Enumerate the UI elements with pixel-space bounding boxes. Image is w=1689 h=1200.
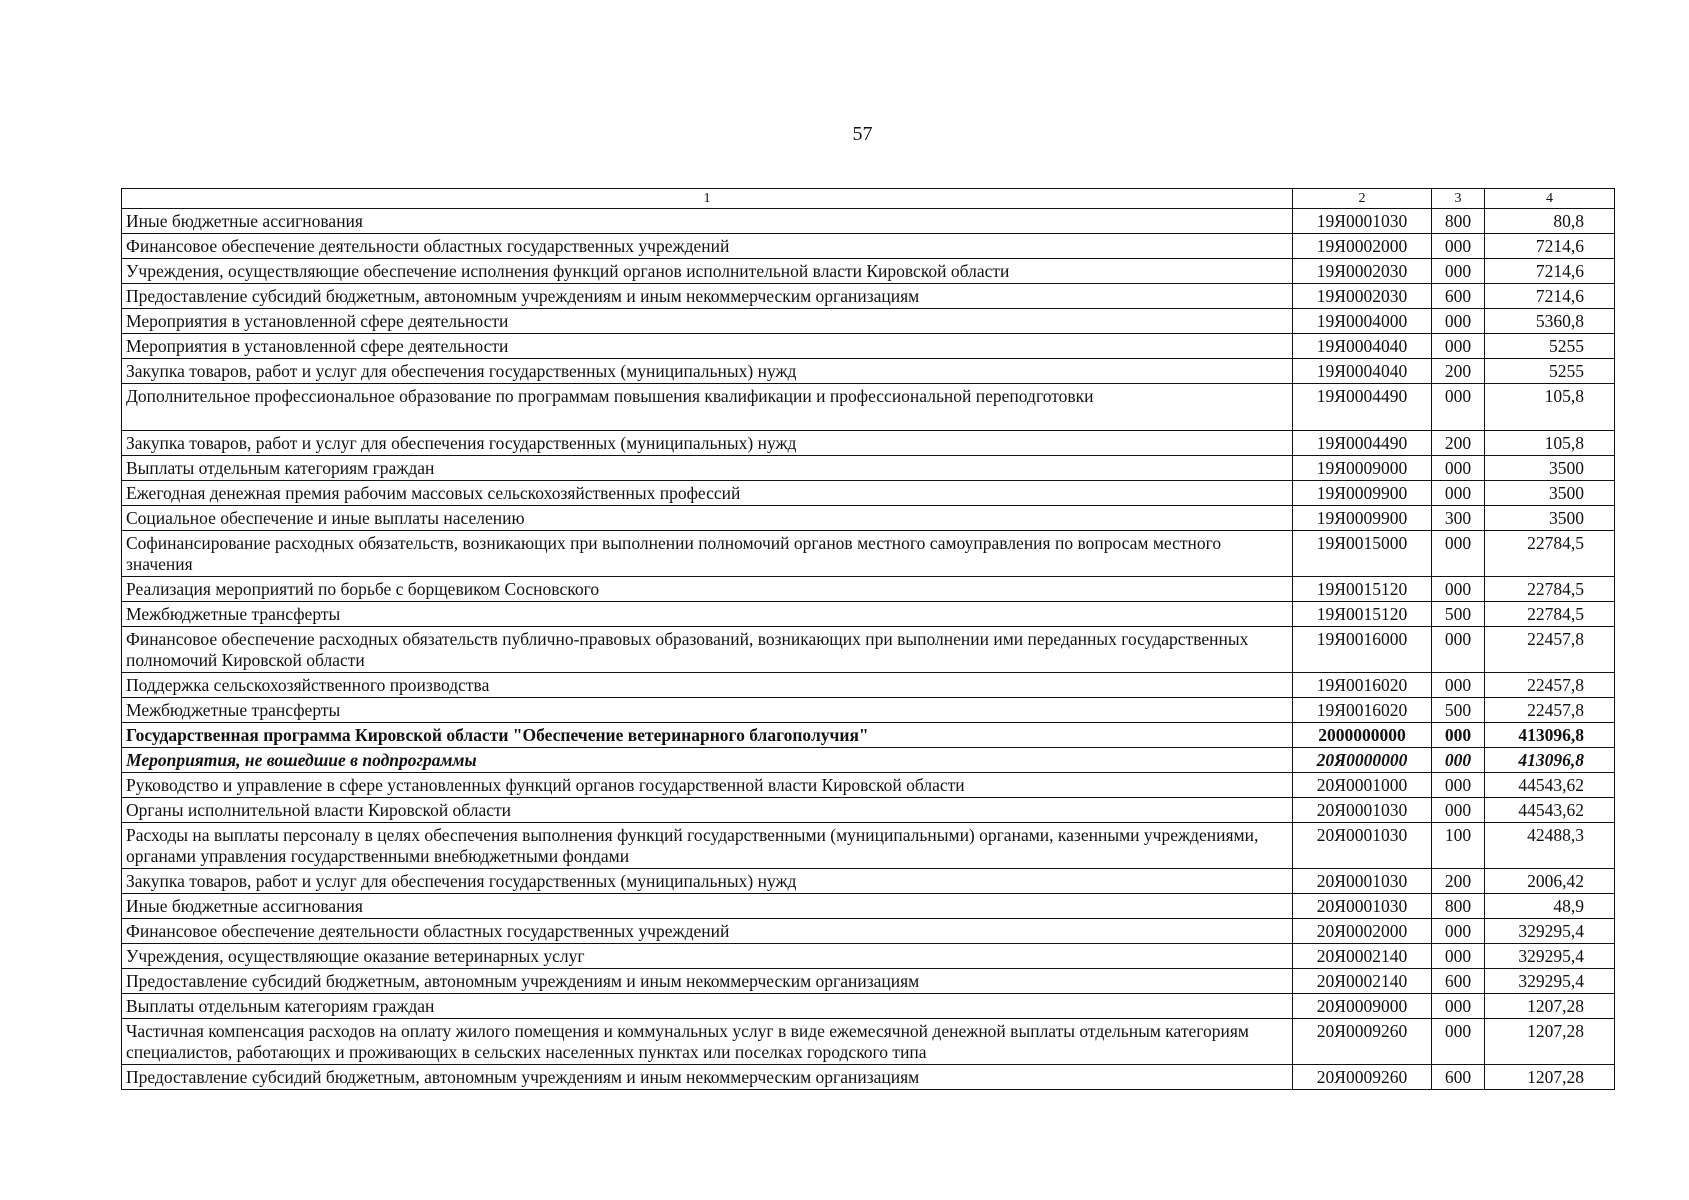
- row-amount-cell: 329295,4: [1485, 944, 1615, 969]
- row-name-cell: Закупка товаров, работ и услуг для обеспечения государственных (муниципальных) нужд: [122, 869, 1293, 894]
- row-type-cell: 300: [1432, 506, 1485, 531]
- row-name-cell: Финансовое обеспечение деятельности областных государственных учреждений: [122, 234, 1293, 259]
- row-type-cell: 000: [1432, 309, 1485, 334]
- header-cell-name: 1: [122, 189, 1293, 209]
- table-row: [122, 577, 1615, 602]
- row-code-cell: 20Я0000000: [1293, 748, 1432, 773]
- row-name-cell: Учреждения, осуществляющие оказание ветеринарных услуг: [122, 944, 1293, 969]
- row-amount-cell: 1207,28: [1485, 1019, 1615, 1065]
- row-code-cell: 19Я0016000: [1293, 627, 1432, 673]
- row-code-cell: 19Я0016020: [1293, 673, 1432, 698]
- row-amount-cell: 22457,8: [1485, 698, 1615, 723]
- row-amount-cell: 22784,5: [1485, 531, 1615, 577]
- row-name-cell: Финансовое обеспечение расходных обязательств публично-правовых образований, возникающих при выполнении ими переданных государственных полномочий Кировской области: [122, 627, 1293, 673]
- row-type-cell: 000: [1432, 234, 1485, 259]
- row-type-cell: 000: [1432, 994, 1485, 1019]
- page-number: 57: [852, 123, 873, 145]
- row-amount-cell: 7214,6: [1485, 259, 1615, 284]
- row-name-cell: Мероприятия в установленной сфере деятельности: [122, 309, 1293, 334]
- row-name-cell: Закупка товаров, работ и услуг для обеспечения государственных (муниципальных) нужд: [122, 359, 1293, 384]
- row-name-cell: Мероприятия, не вошедшие в подпрограммы: [122, 748, 1293, 773]
- row-type-cell: 200: [1432, 431, 1485, 456]
- row-amount-cell: 2006,42: [1485, 869, 1615, 894]
- row-amount-cell: 22457,8: [1485, 627, 1615, 673]
- table-row: [122, 994, 1615, 1019]
- row-type-cell: 000: [1432, 919, 1485, 944]
- row-code-cell: 19Я0009900: [1293, 481, 1432, 506]
- row-code-cell: 19Я0004490: [1293, 384, 1432, 431]
- table-row: [122, 1019, 1615, 1065]
- row-code-cell: 19Я0004000: [1293, 309, 1432, 334]
- row-code-cell: 19Я0015120: [1293, 602, 1432, 627]
- row-type-cell: 000: [1432, 456, 1485, 481]
- row-amount-cell: 7214,6: [1485, 234, 1615, 259]
- row-code-cell: 19Я0015120: [1293, 577, 1432, 602]
- row-name-cell: Дополнительное профессиональное образование по программам повышения квалификации и профессиональной переподготовки: [122, 384, 1293, 431]
- row-name-cell: Реализация мероприятий по борьбе с борщевиком Сосновского: [122, 577, 1293, 602]
- table-row: [122, 698, 1615, 723]
- row-name-cell: Финансовое обеспечение деятельности областных государственных учреждений: [122, 919, 1293, 944]
- row-name-cell: Межбюджетные трансферты: [122, 602, 1293, 627]
- header-cell-code: 2: [1293, 189, 1432, 209]
- header-cell-amount: 4: [1485, 189, 1615, 209]
- table-row: [122, 384, 1615, 431]
- row-type-cell: 600: [1432, 969, 1485, 994]
- table-header-row: [122, 189, 1615, 209]
- row-type-cell: 000: [1432, 773, 1485, 798]
- row-code-cell: 19Я0002000: [1293, 234, 1432, 259]
- table-row: [122, 944, 1615, 969]
- row-amount-cell: 7214,6: [1485, 284, 1615, 309]
- row-code-cell: 20Я0009260: [1293, 1019, 1432, 1065]
- row-code-cell: 19Я0004490: [1293, 431, 1432, 456]
- table-row: [122, 259, 1615, 284]
- row-name-cell: Выплаты отдельным категориям граждан: [122, 456, 1293, 481]
- row-code-cell: 20Я0009260: [1293, 1065, 1432, 1090]
- row-amount-cell: 48,9: [1485, 894, 1615, 919]
- table-row: [122, 723, 1615, 748]
- row-code-cell: 19Я0009000: [1293, 456, 1432, 481]
- table-row: [122, 334, 1615, 359]
- row-name-cell: Поддержка сельскохозяйственного производства: [122, 673, 1293, 698]
- row-name-cell: Руководство и управление в сфере установленных функций органов государственной власти Кировской области: [122, 773, 1293, 798]
- row-name-cell: Выплаты отдельным категориям граждан: [122, 994, 1293, 1019]
- row-code-cell: 19Я0016020: [1293, 698, 1432, 723]
- row-name-cell: Межбюджетные трансферты: [122, 698, 1293, 723]
- table-row: [122, 773, 1615, 798]
- row-amount-cell: 5360,8: [1485, 309, 1615, 334]
- row-name-cell: Социальное обеспечение и иные выплаты населению: [122, 506, 1293, 531]
- row-amount-cell: 22784,5: [1485, 602, 1615, 627]
- row-type-cell: 000: [1432, 259, 1485, 284]
- row-type-cell: 000: [1432, 944, 1485, 969]
- row-type-cell: 000: [1432, 384, 1485, 431]
- row-name-cell: Предоставление субсидий бюджетным, автономным учреждениям и иным некоммерческим организациям: [122, 284, 1293, 309]
- row-type-cell: 600: [1432, 1065, 1485, 1090]
- table-row: [122, 919, 1615, 944]
- table-row: [122, 481, 1615, 506]
- row-amount-cell: 3500: [1485, 456, 1615, 481]
- row-name-cell: Государственная программа Кировской области "Обеспечение ветеринарного благополучия": [122, 723, 1293, 748]
- table-row: [122, 284, 1615, 309]
- row-code-cell: 20Я0009000: [1293, 994, 1432, 1019]
- table-row: [122, 531, 1615, 577]
- row-name-cell: Иные бюджетные ассигнования: [122, 894, 1293, 919]
- table-row: [122, 431, 1615, 456]
- row-code-cell: 20Я0002140: [1293, 944, 1432, 969]
- row-name-cell: Мероприятия в установленной сфере деятельности: [122, 334, 1293, 359]
- table-row: [122, 456, 1615, 481]
- row-type-cell: 200: [1432, 869, 1485, 894]
- row-code-cell: 19Я0001030: [1293, 209, 1432, 234]
- row-code-cell: 20Я0001030: [1293, 869, 1432, 894]
- table-row: [122, 506, 1615, 531]
- row-type-cell: 200: [1432, 359, 1485, 384]
- row-type-cell: 500: [1432, 698, 1485, 723]
- row-type-cell: 000: [1432, 798, 1485, 823]
- row-amount-cell: 105,8: [1485, 431, 1615, 456]
- row-code-cell: 20Я0001000: [1293, 773, 1432, 798]
- row-name-cell: Предоставление субсидий бюджетным, автономным учреждениям и иным некоммерческим организациям: [122, 1065, 1293, 1090]
- row-name-cell: Учреждения, осуществляющие обеспечение исполнения функций органов исполнительной власти Кировской области: [122, 259, 1293, 284]
- table-row: [122, 627, 1615, 673]
- table-body: [122, 189, 1615, 1090]
- row-amount-cell: 5255: [1485, 334, 1615, 359]
- budget-table: [121, 188, 1615, 1090]
- row-code-cell: 20Я0001030: [1293, 823, 1432, 869]
- table-row: [122, 748, 1615, 773]
- row-code-cell: 20Я0001030: [1293, 894, 1432, 919]
- row-amount-cell: 105,8: [1485, 384, 1615, 431]
- row-amount-cell: 1207,28: [1485, 994, 1615, 1019]
- row-amount-cell: 22457,8: [1485, 673, 1615, 698]
- row-type-cell: 500: [1432, 602, 1485, 627]
- row-type-cell: 000: [1432, 673, 1485, 698]
- row-name-cell: Предоставление субсидий бюджетным, автономным учреждениям и иным некоммерческим организациям: [122, 969, 1293, 994]
- row-type-cell: 000: [1432, 1019, 1485, 1065]
- table-row: [122, 894, 1615, 919]
- row-code-cell: 20Я0001030: [1293, 798, 1432, 823]
- row-type-cell: 800: [1432, 209, 1485, 234]
- row-amount-cell: 3500: [1485, 506, 1615, 531]
- row-code-cell: 20Я0002000: [1293, 919, 1432, 944]
- row-name-cell: Частичная компенсация расходов на оплату жилого помещения и коммунальных услуг в виде ежемесячной денежной выплаты отдельным категориям специалистов, работающих и проживающих в сельских населенных пунктах или поселках городского типа: [122, 1019, 1293, 1065]
- row-code-cell: 19Я0009900: [1293, 506, 1432, 531]
- row-name-cell: Расходы на выплаты персоналу в целях обеспечения выполнения функций государственными (муниципальными) органами, казенными учреждениями, органами управления государственными внебюджетными фондами: [122, 823, 1293, 869]
- row-amount-cell: 44543,62: [1485, 798, 1615, 823]
- table-row: [122, 209, 1615, 234]
- row-type-cell: 000: [1432, 531, 1485, 577]
- row-type-cell: 600: [1432, 284, 1485, 309]
- row-name-cell: Ежегодная денежная премия рабочим массовых сельскохозяйственных профессий: [122, 481, 1293, 506]
- table-row: [122, 969, 1615, 994]
- row-type-cell: 800: [1432, 894, 1485, 919]
- row-amount-cell: 42488,3: [1485, 823, 1615, 869]
- row-code-cell: 19Я0002030: [1293, 284, 1432, 309]
- row-amount-cell: 1207,28: [1485, 1065, 1615, 1090]
- row-code-cell: 19Я0004040: [1293, 334, 1432, 359]
- header-cell-type: 3: [1432, 189, 1485, 209]
- row-code-cell: 20Я0002140: [1293, 969, 1432, 994]
- row-amount-cell: 44543,62: [1485, 773, 1615, 798]
- table-row: [122, 823, 1615, 869]
- row-type-cell: 000: [1432, 481, 1485, 506]
- table-row: [122, 869, 1615, 894]
- table-row: [122, 798, 1615, 823]
- row-type-cell: 000: [1432, 723, 1485, 748]
- table-row: [122, 309, 1615, 334]
- row-amount-cell: 413096,8: [1485, 748, 1615, 773]
- row-type-cell: 000: [1432, 334, 1485, 359]
- row-name-cell: Иные бюджетные ассигнования: [122, 209, 1293, 234]
- table-row: [122, 673, 1615, 698]
- table-row: [122, 234, 1615, 259]
- row-amount-cell: 80,8: [1485, 209, 1615, 234]
- row-code-cell: 19Я0004040: [1293, 359, 1432, 384]
- row-amount-cell: 329295,4: [1485, 969, 1615, 994]
- table-row: [122, 1065, 1615, 1090]
- row-amount-cell: 329295,4: [1485, 919, 1615, 944]
- row-type-cell: 000: [1432, 577, 1485, 602]
- row-name-cell: Закупка товаров, работ и услуг для обеспечения государственных (муниципальных) нужд: [122, 431, 1293, 456]
- table-row: [122, 602, 1615, 627]
- row-code-cell: 2000000000: [1293, 723, 1432, 748]
- row-code-cell: 19Я0015000: [1293, 531, 1432, 577]
- row-amount-cell: 3500: [1485, 481, 1615, 506]
- row-code-cell: 19Я0002030: [1293, 259, 1432, 284]
- table-row: [122, 359, 1615, 384]
- row-amount-cell: 5255: [1485, 359, 1615, 384]
- row-name-cell: Органы исполнительной власти Кировской области: [122, 798, 1293, 823]
- row-type-cell: 000: [1432, 627, 1485, 673]
- row-name-cell: Софинансирование расходных обязательств, возникающих при выполнении полномочий органов местного самоуправления по вопросам местного значения: [122, 531, 1293, 577]
- row-type-cell: 100: [1432, 823, 1485, 869]
- row-type-cell: 000: [1432, 748, 1485, 773]
- row-amount-cell: 413096,8: [1485, 723, 1615, 748]
- row-amount-cell: 22784,5: [1485, 577, 1615, 602]
